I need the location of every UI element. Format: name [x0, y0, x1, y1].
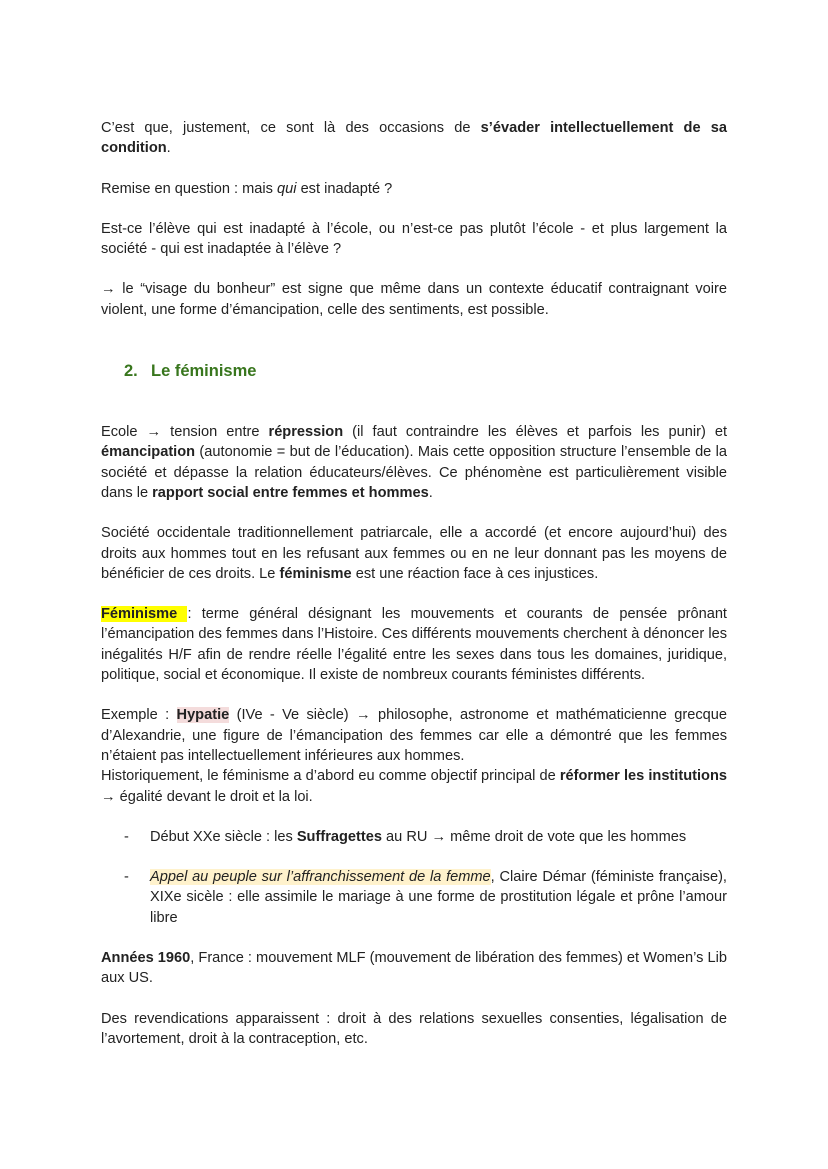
text: , Claire Démar (féministe française), XIXe sicèle : elle assimile le mariage à une forme de prostitution légale et prône l’amour libre [150, 869, 727, 926]
paragraph-ecole [101, 422, 727, 503]
bold-text: rapport social entre femmes et hommes [152, 484, 429, 501]
paragraph-definition [101, 604, 727, 685]
text: Exemple : [101, 707, 177, 724]
paragraph-exemple [101, 705, 727, 766]
paragraph-bonheur: → le “visage du bonheur” est signe que même dans un contexte éducatif contraignant voire violent, une forme d’émancipation, celle des sentiments, est possible. [101, 281, 727, 318]
list-item [101, 827, 727, 847]
text: (autonomie = but de l’éducation). Mais cette opposition structure l’ensemble de la société et dépasse la relation éducateurs/élèves. Ce phénomène est particulièrement visible dans le [101, 444, 727, 501]
text: (IVe - Ve siècle) → philosophe, astronome et mathématicienne grecque d’Alexandrie, une figure de l’émancipation des femmes car elle a démontré que les femmes n’étaient pas intellectuellement inférieures aux hommes. [101, 707, 727, 764]
bold-text: féminisme [279, 565, 352, 582]
text: C’est que, justement, ce sont là des occasions de [101, 120, 481, 136]
document-page [101, 118, 727, 1049]
heading-title: Le féminisme [151, 362, 257, 381]
bold-text: répression [268, 424, 344, 441]
paragraph-historiquement [101, 766, 727, 807]
paragraph-annees-1960 [101, 948, 727, 989]
highlighted-name: Hypatie [176, 707, 230, 724]
highlighted-title: Appel au peuple sur l’affranchissement de la femme [150, 869, 491, 886]
text: au RU → même droit de vote que les hommes [381, 828, 687, 845]
text: . [166, 140, 171, 157]
text: (il faut contraindre les élèves et parfois les punir) et [343, 424, 728, 441]
text: Société occidentale traditionnellement patriarcale, elle a accordé (et encore aujourd’hui) des droits aux hommes tout en les refusant aux femmes ou en ne leur donnant pas les moyens de bénéficier de ces droits. Le [101, 525, 727, 582]
dash-bullet: - [124, 869, 129, 886]
paragraph-revendications: Des revendications apparaissent : droit à des relations sexuelles consenties, légalisation de l’avortement, droit à la contraception, etc. [101, 1010, 727, 1047]
dash-list [101, 827, 727, 928]
dash-bullet: - [124, 828, 129, 845]
italic-text: qui [277, 180, 297, 197]
paragraph-escape [101, 118, 727, 159]
text: , France : mouvement MLF (mouvement de libération des femmes) et Women’s Lib aux US. [101, 950, 727, 987]
text: est une réaction face à ces injustices. [351, 565, 599, 582]
section-heading-feminisme [124, 360, 727, 382]
text: est inadapté ? [296, 180, 393, 197]
text: Remise en question : mais [101, 180, 278, 197]
text: Historiquement, le féminisme a d’abord eu comme objectif principal de [101, 768, 560, 785]
text: Début XXe siècle : les [150, 828, 297, 845]
paragraph-question [101, 179, 727, 199]
bold-text: s’évader intellectuellement de sa condition [101, 120, 727, 157]
bold-text: réformer les institutions [559, 768, 727, 785]
bold-text: émancipation [101, 444, 196, 461]
bold-text: Années 1960 [101, 950, 191, 967]
text: → égalité devant le droit et la loi. [101, 788, 313, 805]
heading-number: 2. [124, 362, 138, 381]
paragraph-inadapte: Est-ce l’élève qui est inadapté à l’école, ou n’est-ce pas plutôt l’école - et plus largement la société - qui est inadaptée à l’élève ? [101, 220, 727, 258]
bold-text: Suffragettes [296, 828, 382, 845]
list-item [101, 867, 727, 928]
text: : terme général désignant les mouvements et courants de pensée prônant l’émancipation des femmes dans l’Histoire. Ces différents mouvements cherchent à dénoncer les inégalités H/F afin de rendre réelle l’égalité entre les sexes dans tous les domaines, juridique, politique, social et économique. Il existe de nombreux courants féministes différents. [101, 606, 727, 684]
highlighted-term: Féminisme [101, 606, 188, 623]
text: Ecole → tension entre [101, 424, 269, 441]
text: . [428, 484, 433, 501]
paragraph-societe [101, 523, 727, 584]
